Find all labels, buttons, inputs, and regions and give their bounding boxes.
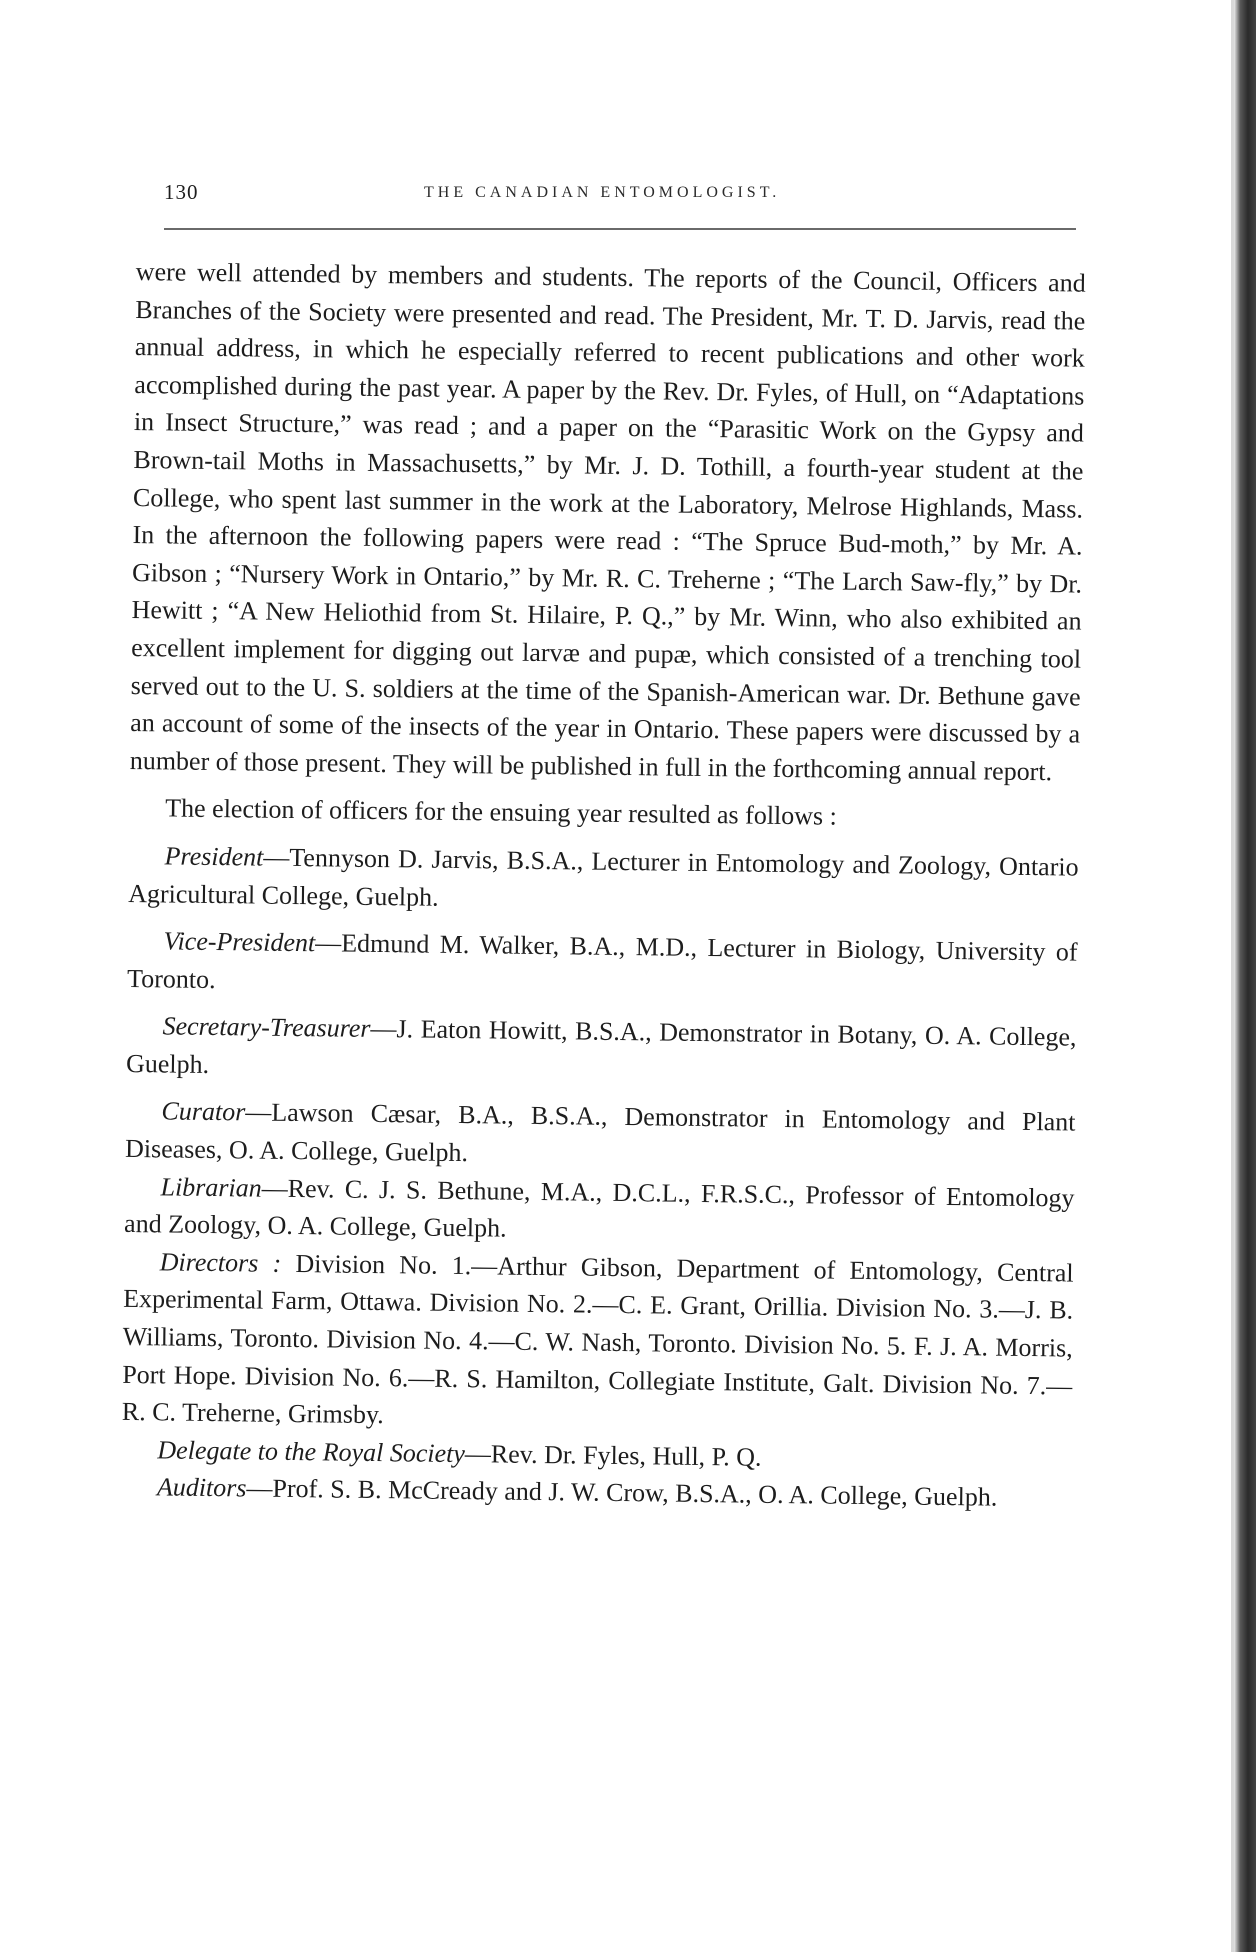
book-spine xyxy=(1234,0,1256,1952)
officer-details: —Edmund M. Walker, B.A., M.D., Lecturer in Biology, University of Toronto. xyxy=(126,928,1078,994)
running-head: THE CANADIAN ENTOMOLOGIST. xyxy=(424,184,781,201)
page-number: 130 xyxy=(164,180,199,204)
officer-details: —Rev. C. J. S. Bethune, M.A., D.C.L., F.R.S.C., Professor of Entomology and Zoology, O. A. College, Guelph. xyxy=(123,1173,1075,1243)
officer-role: Auditors xyxy=(156,1472,247,1503)
header-rule xyxy=(164,228,1076,230)
officer-secretary-treasurer xyxy=(126,1007,1077,1094)
intro-paragraph: were well attended by members and students. The reports of the Council, Officers and Branches of the Society were presented and read. The President, Mr. T. D. Jarvis, read the annual address, in which he especially referred to recent publications and other work accomplished during the past year. A paper by the Rev. Dr. Fyles, of Hull, on “Adaptations in Insect Structure,” was read ; and a paper on the “Parasitic Work on the Gypsy and Brown-tail Moths in Massachusetts,” by Mr. J. D. Tothill, a fourth-year student at the College, who spent last summer in the work at the Laboratory, Melrose Highlands, Mass. In the afternoon the following papers were read : “The Spruce Bud-moth,” by Mr. A. Gibson ; “Nursery Work in Ontario,” by Mr. R. C. Treherne ; “The Larch Saw-fly,” by Dr. Hewitt ; “A New Heliothid from St. Hilaire, P. Q.,” by Mr. Winn, who also exhibited an excellent implement for digging out larvæ and pupæ, which consisted of a trenching tool served out to the U. S. soldiers at the time of the Spanish-American war. Dr. Bethune gave an account of some of the insects of the year in Ontario. These papers were discussed by a number of those present. They will be published in full in the forthcoming annual report. xyxy=(129,256,1086,786)
officer-details: —J. Eaton Howitt, B.S.A., Demonstrator in Botany, O. A. College, Guelph. xyxy=(125,1014,1077,1079)
officer-details: Division No. 1.—Arthur Gibson, Department of Entomology, Central Experimental Farm, Ottawa. Division No. 2.—C. E. Grant, Orillia. Division No. 3.—J. B. Williams, Toronto. Division No. 4.—C. W. Nash, Toronto. Division No. 5. F. J. A. Morris, Port Hope. Division No. 6.—R. S. Hamilton, Collegiate Institute, Galt. Division No. 7.—R. C. Treherne, Grimsby. xyxy=(121,1248,1074,1430)
election-paragraph: The election of officers for the ensuing year resulted as follows : xyxy=(165,793,838,831)
officer-role: Librarian xyxy=(160,1172,262,1203)
officer-role: Directors : xyxy=(159,1247,282,1278)
officer-role: Delegate to the Royal Society xyxy=(157,1435,466,1468)
officer-directors xyxy=(122,1243,1074,1443)
officer-details: —Rev. Dr. Fyles, Hull, P. Q. xyxy=(464,1438,762,1472)
officer-details: —Tennyson D. Jarvis, B.S.A., Lecturer in Entomology and Zoology, Ontario Agricultural College, Guelph. xyxy=(128,842,1079,912)
officer-vice-president xyxy=(127,922,1078,1009)
page-header xyxy=(164,176,1076,216)
officer-president xyxy=(128,837,1079,924)
officer-role: Secretary-Treasurer xyxy=(162,1011,371,1044)
page-body xyxy=(121,253,1086,1518)
officer-details: —Prof. S. B. McCready and J. W. Crow, B.S.A., O. A. College, Guelph. xyxy=(246,1473,998,1513)
officer-curator xyxy=(125,1092,1076,1179)
officer-role: Curator xyxy=(161,1096,246,1127)
officer-role: Vice-President xyxy=(163,926,316,958)
officer-librarian xyxy=(124,1168,1075,1255)
officer-details: —Lawson Cæsar, B.A., B.S.A., Demonstrator in Entomology and Plant Diseases, O. A. College, Guelph. xyxy=(124,1097,1076,1168)
officer-role: President xyxy=(164,841,264,872)
